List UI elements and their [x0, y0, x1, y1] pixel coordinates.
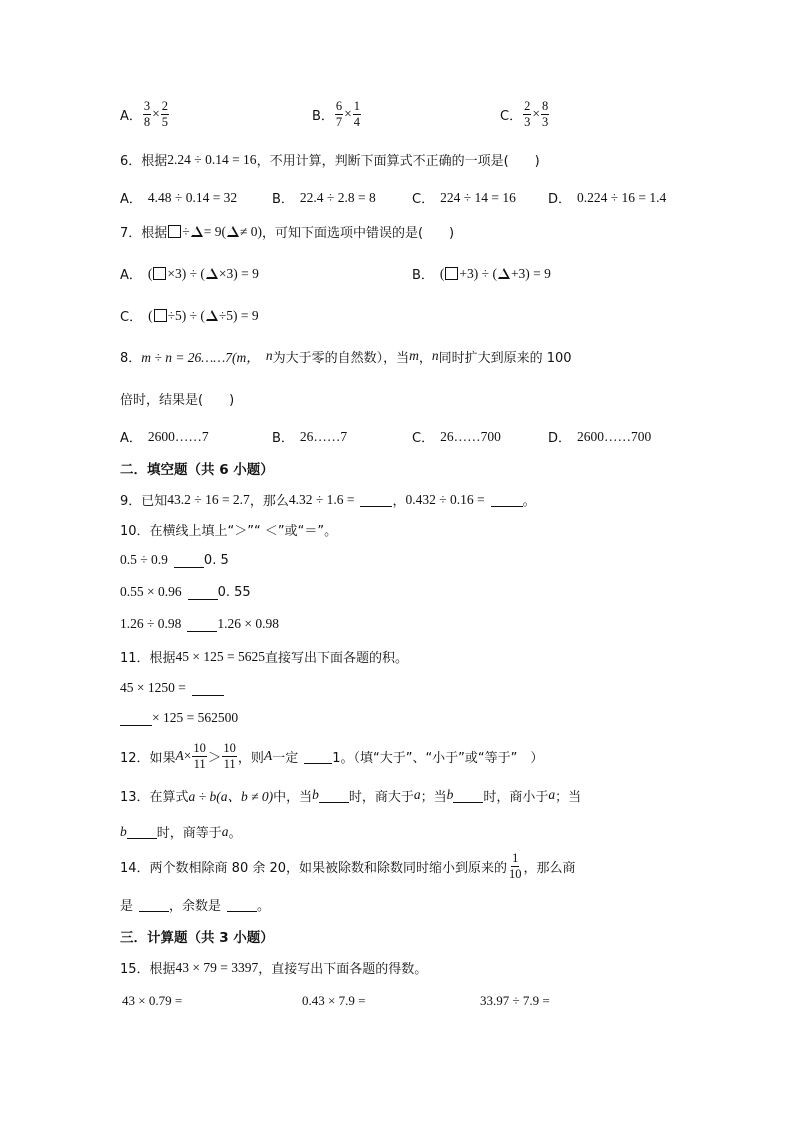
option-label: C． [412, 431, 435, 446]
answer-blank[interactable] [188, 585, 218, 600]
question-8-line2 [120, 389, 234, 408]
question-10: 10．在横线上填上“＞”“ ＜”或“＝”。 [120, 524, 338, 539]
option-label: A． [120, 268, 142, 283]
q14-text: ，余数是 [169, 899, 222, 914]
q14-text: 14．两个数相除商 80 余 20，如果被除数和除数同时缩小到原来的 [120, 860, 508, 876]
q8-text: ， [418, 350, 432, 366]
denominator: 11 [223, 756, 236, 771]
variable-a: A [263, 748, 273, 763]
question-13 [120, 785, 581, 805]
option-label: B． [412, 268, 434, 283]
section-heading-calculation: 三．计算题（共 3 小题） [120, 930, 274, 946]
q13-text: 时，商等于 [156, 826, 222, 841]
q7-option-c[interactable] [120, 306, 259, 325]
variable-m: m [409, 348, 419, 363]
fraction [508, 852, 523, 880]
q13-formula: a ÷ b(a、b ≠ 0) [188, 789, 274, 804]
question-15 [120, 958, 427, 977]
variable-b: b [446, 787, 454, 802]
q12-text: ，则 [237, 750, 264, 766]
q9-formula: 43.2 ÷ 16 = 2.7 [167, 491, 250, 507]
option-label: C． [120, 310, 143, 325]
option-text: ( [148, 307, 153, 323]
q6-option-c[interactable] [412, 188, 516, 207]
q9-prefix: 9．已知 [120, 494, 168, 509]
q15-item-2: 0.43 × 7.9 = [302, 993, 366, 1008]
option-text: 4.48 ÷ 0.14 = 32 [147, 189, 238, 205]
q7-suffix: ，可知下面选项中错误的是( ) [261, 226, 455, 241]
question-12 [120, 742, 543, 770]
triangle-symbol-icon [498, 268, 510, 279]
numerator: 8 [541, 99, 549, 113]
q10-right-expr: 0. 55 [217, 584, 251, 600]
variable-b: b [120, 823, 127, 839]
q15-item-3: 33.97 ÷ 7.9 = [480, 993, 550, 1008]
question-8 [120, 346, 572, 366]
question-6 [120, 150, 540, 169]
q5-option-b[interactable] [312, 100, 362, 128]
option-text: ×3) ÷ ( [167, 265, 205, 281]
fraction [222, 742, 237, 770]
q10-left-expr: 0.5 ÷ 0.9 [120, 552, 168, 567]
operator: × [532, 106, 540, 121]
q5-option-a[interactable] [120, 100, 170, 128]
answer-blank[interactable] [319, 788, 349, 803]
question-9 [120, 490, 536, 509]
option-label: A． [120, 108, 142, 124]
q15-formula: 43 × 79 = 3397 [175, 959, 259, 975]
q8-number: 8． [120, 350, 142, 366]
option-label: D． [548, 192, 572, 207]
q12-text: 1。（填“大于”、“小于”或“等于” ） [332, 750, 544, 766]
q11-prefix: 11．根据 [120, 651, 176, 666]
answer-blank[interactable] [304, 749, 332, 764]
q11-expr: × 125 = 562500 [152, 710, 239, 725]
denominator: 4 [353, 114, 361, 129]
q12-text: 一定 [272, 750, 299, 766]
q13-text: ；当 [555, 789, 582, 805]
variable-a: a [413, 787, 421, 802]
numerator: 2 [524, 99, 531, 113]
q6-option-d[interactable] [548, 188, 666, 207]
square-symbol-icon [445, 267, 458, 280]
numerator: 10 [223, 741, 236, 755]
variable-n: n [265, 348, 273, 363]
option-text: +3) = 9 [510, 265, 551, 281]
variable-a: a [548, 787, 556, 802]
q7-formula-part: ÷ [182, 223, 190, 239]
q14-text: 。 [257, 899, 271, 914]
numerator: 2 [161, 99, 169, 113]
option-text: +3) ÷ ( [459, 265, 497, 281]
fraction [335, 100, 343, 128]
fraction [143, 100, 151, 128]
operator: ＞ [207, 750, 222, 765]
q15-item-1: 43 × 0.79 = [122, 993, 183, 1008]
q9-formula: 0.432 ÷ 0.16 = [405, 491, 485, 507]
q8-option-b[interactable] [272, 427, 347, 446]
triangle-symbol-icon [227, 226, 239, 237]
q10-row-1 [120, 552, 229, 568]
option-label: D． [548, 431, 572, 446]
q13-text: 。 [228, 826, 242, 841]
q6-option-a[interactable] [120, 188, 237, 207]
denominator: 8 [143, 114, 151, 129]
q8-option-d[interactable] [548, 427, 651, 446]
q6-prefix: 6．根据 [120, 154, 168, 169]
numerator: 1 [512, 851, 519, 865]
fraction [353, 100, 361, 128]
answer-blank[interactable] [120, 711, 152, 726]
q8-option-c[interactable] [412, 427, 501, 446]
answer-blank[interactable] [360, 492, 392, 507]
triangle-symbol-icon [191, 226, 203, 237]
option-text: 0.224 ÷ 16 = 1.4 [577, 189, 667, 205]
q11-suffix: 直接写出下面各题的积。 [265, 651, 409, 666]
question-13-line2 [120, 822, 242, 841]
triangle-symbol-icon [206, 310, 218, 321]
q10-right-expr: 1.26 × 0.98 [217, 616, 280, 631]
answer-blank[interactable] [187, 617, 217, 632]
q7-option-a[interactable] [120, 264, 259, 283]
q11-expr: 45 × 1250 = [120, 680, 186, 695]
q12-prefix: 12．如果 [120, 750, 176, 766]
q14-text: 是 [120, 899, 134, 914]
answer-blank[interactable] [453, 788, 483, 803]
q7-option-b[interactable] [412, 264, 551, 283]
answer-blank[interactable] [227, 897, 257, 912]
q11-row-2 [120, 710, 238, 726]
q7-prefix: 7．根据 [120, 226, 168, 241]
q15-suffix: ，直接写出下面各题的得数。 [258, 962, 428, 977]
q9-text: ，那么 [249, 494, 289, 509]
q14-text: ，那么商 [523, 860, 576, 876]
denominator: 3 [524, 114, 531, 129]
question-7 [120, 222, 454, 241]
answer-blank[interactable] [127, 824, 157, 839]
numerator: 6 [335, 99, 343, 113]
option-label: C． [412, 192, 435, 207]
option-text: ×3) = 9 [218, 265, 259, 281]
q9-text: 。 [522, 494, 536, 509]
q7-formula-part: ≠ 0) [239, 223, 262, 239]
triangle-symbol-icon [206, 268, 218, 279]
variable-b: b [312, 787, 319, 802]
numerator: 3 [143, 99, 151, 113]
option-label: C． [500, 108, 523, 124]
q9-formula: 4.32 ÷ 1.6 = [288, 491, 355, 507]
operator: × [344, 106, 352, 121]
square-symbol-icon [154, 309, 167, 322]
q10-row-2 [120, 584, 251, 600]
q6-suffix: ，不用计算，判断下面算式不正确的一项是( ) [256, 154, 540, 169]
denominator: 11 [193, 756, 206, 771]
q10-row-3 [120, 616, 279, 632]
option-text: 22.4 ÷ 2.8 = 8 [299, 189, 376, 205]
answer-blank[interactable] [139, 897, 169, 912]
q10-left-expr: 0.55 × 0.96 [120, 584, 182, 599]
option-text: 26……7 [299, 428, 348, 444]
answer-blank[interactable] [174, 553, 204, 568]
option-text: 224 ÷ 14 = 16 [440, 189, 516, 205]
q13-prefix: 13．在算式 [120, 789, 189, 805]
option-text: ÷5) = 9 [218, 307, 259, 323]
numerator: 10 [193, 741, 206, 755]
answer-blank[interactable] [491, 492, 523, 507]
answer-blank[interactable] [192, 681, 224, 696]
denominator: 5 [161, 114, 169, 129]
q6-option-b[interactable] [272, 188, 376, 207]
variable-a: a [221, 823, 229, 839]
option-text: 26……700 [440, 428, 501, 444]
denominator: 7 [335, 114, 343, 129]
operator: × [152, 106, 160, 121]
option-text: ( [439, 265, 445, 281]
denominator: 3 [541, 114, 549, 129]
q8-formula: m ÷ n = 26……7(m， [141, 350, 260, 365]
q10-right-expr: 0. 5 [203, 552, 229, 568]
q10-left-expr: 1.26 ÷ 0.98 [120, 616, 182, 631]
variable-n: n [431, 348, 439, 363]
q5-option-c[interactable] [500, 100, 550, 128]
q13-text: 时，商大于 [348, 789, 414, 805]
option-label: A． [120, 431, 142, 446]
q7-formula-part: = 9( [203, 223, 226, 239]
q9-text: ， [392, 494, 406, 509]
option-text: 2600……700 [577, 428, 652, 444]
q13-text: ；当 [420, 789, 447, 805]
option-label: B． [272, 192, 294, 207]
option-text: ( [147, 265, 153, 281]
question-14 [120, 852, 576, 880]
operator: × [183, 748, 192, 763]
denominator: 10 [509, 866, 522, 881]
q8-text: 为大于零的自然数），当 [272, 350, 410, 366]
q13-text: 时，商小于 [483, 789, 549, 805]
q15-prefix: 15．根据 [120, 962, 176, 977]
q6-formula: 2.24 ÷ 0.14 = 16 [167, 151, 257, 167]
fraction [161, 100, 169, 128]
q8-option-a[interactable] [120, 427, 209, 446]
square-symbol-icon [168, 225, 181, 238]
question-14-line2 [120, 895, 270, 914]
fraction [523, 100, 531, 128]
option-text: 2600……7 [147, 428, 209, 444]
option-label: B． [312, 108, 334, 124]
q11-formula: 45 × 125 = 5625 [175, 648, 266, 664]
option-label: A． [120, 192, 142, 207]
variable-a: A [175, 748, 184, 763]
question-11 [120, 647, 408, 666]
q8-text: 倍时，结果是( ) [120, 393, 235, 408]
fraction [192, 742, 207, 770]
q8-text: 同时扩大到原来的 100 [438, 350, 572, 366]
fraction [541, 100, 549, 128]
q13-text: 中，当 [273, 789, 313, 805]
option-label: B． [272, 431, 294, 446]
section-heading-fill-in: 二．填空题（共 6 小题） [120, 462, 274, 478]
q11-row-1 [120, 680, 224, 696]
numerator: 1 [353, 99, 361, 113]
square-symbol-icon [153, 267, 166, 280]
option-text: ÷5) ÷ ( [167, 307, 205, 323]
